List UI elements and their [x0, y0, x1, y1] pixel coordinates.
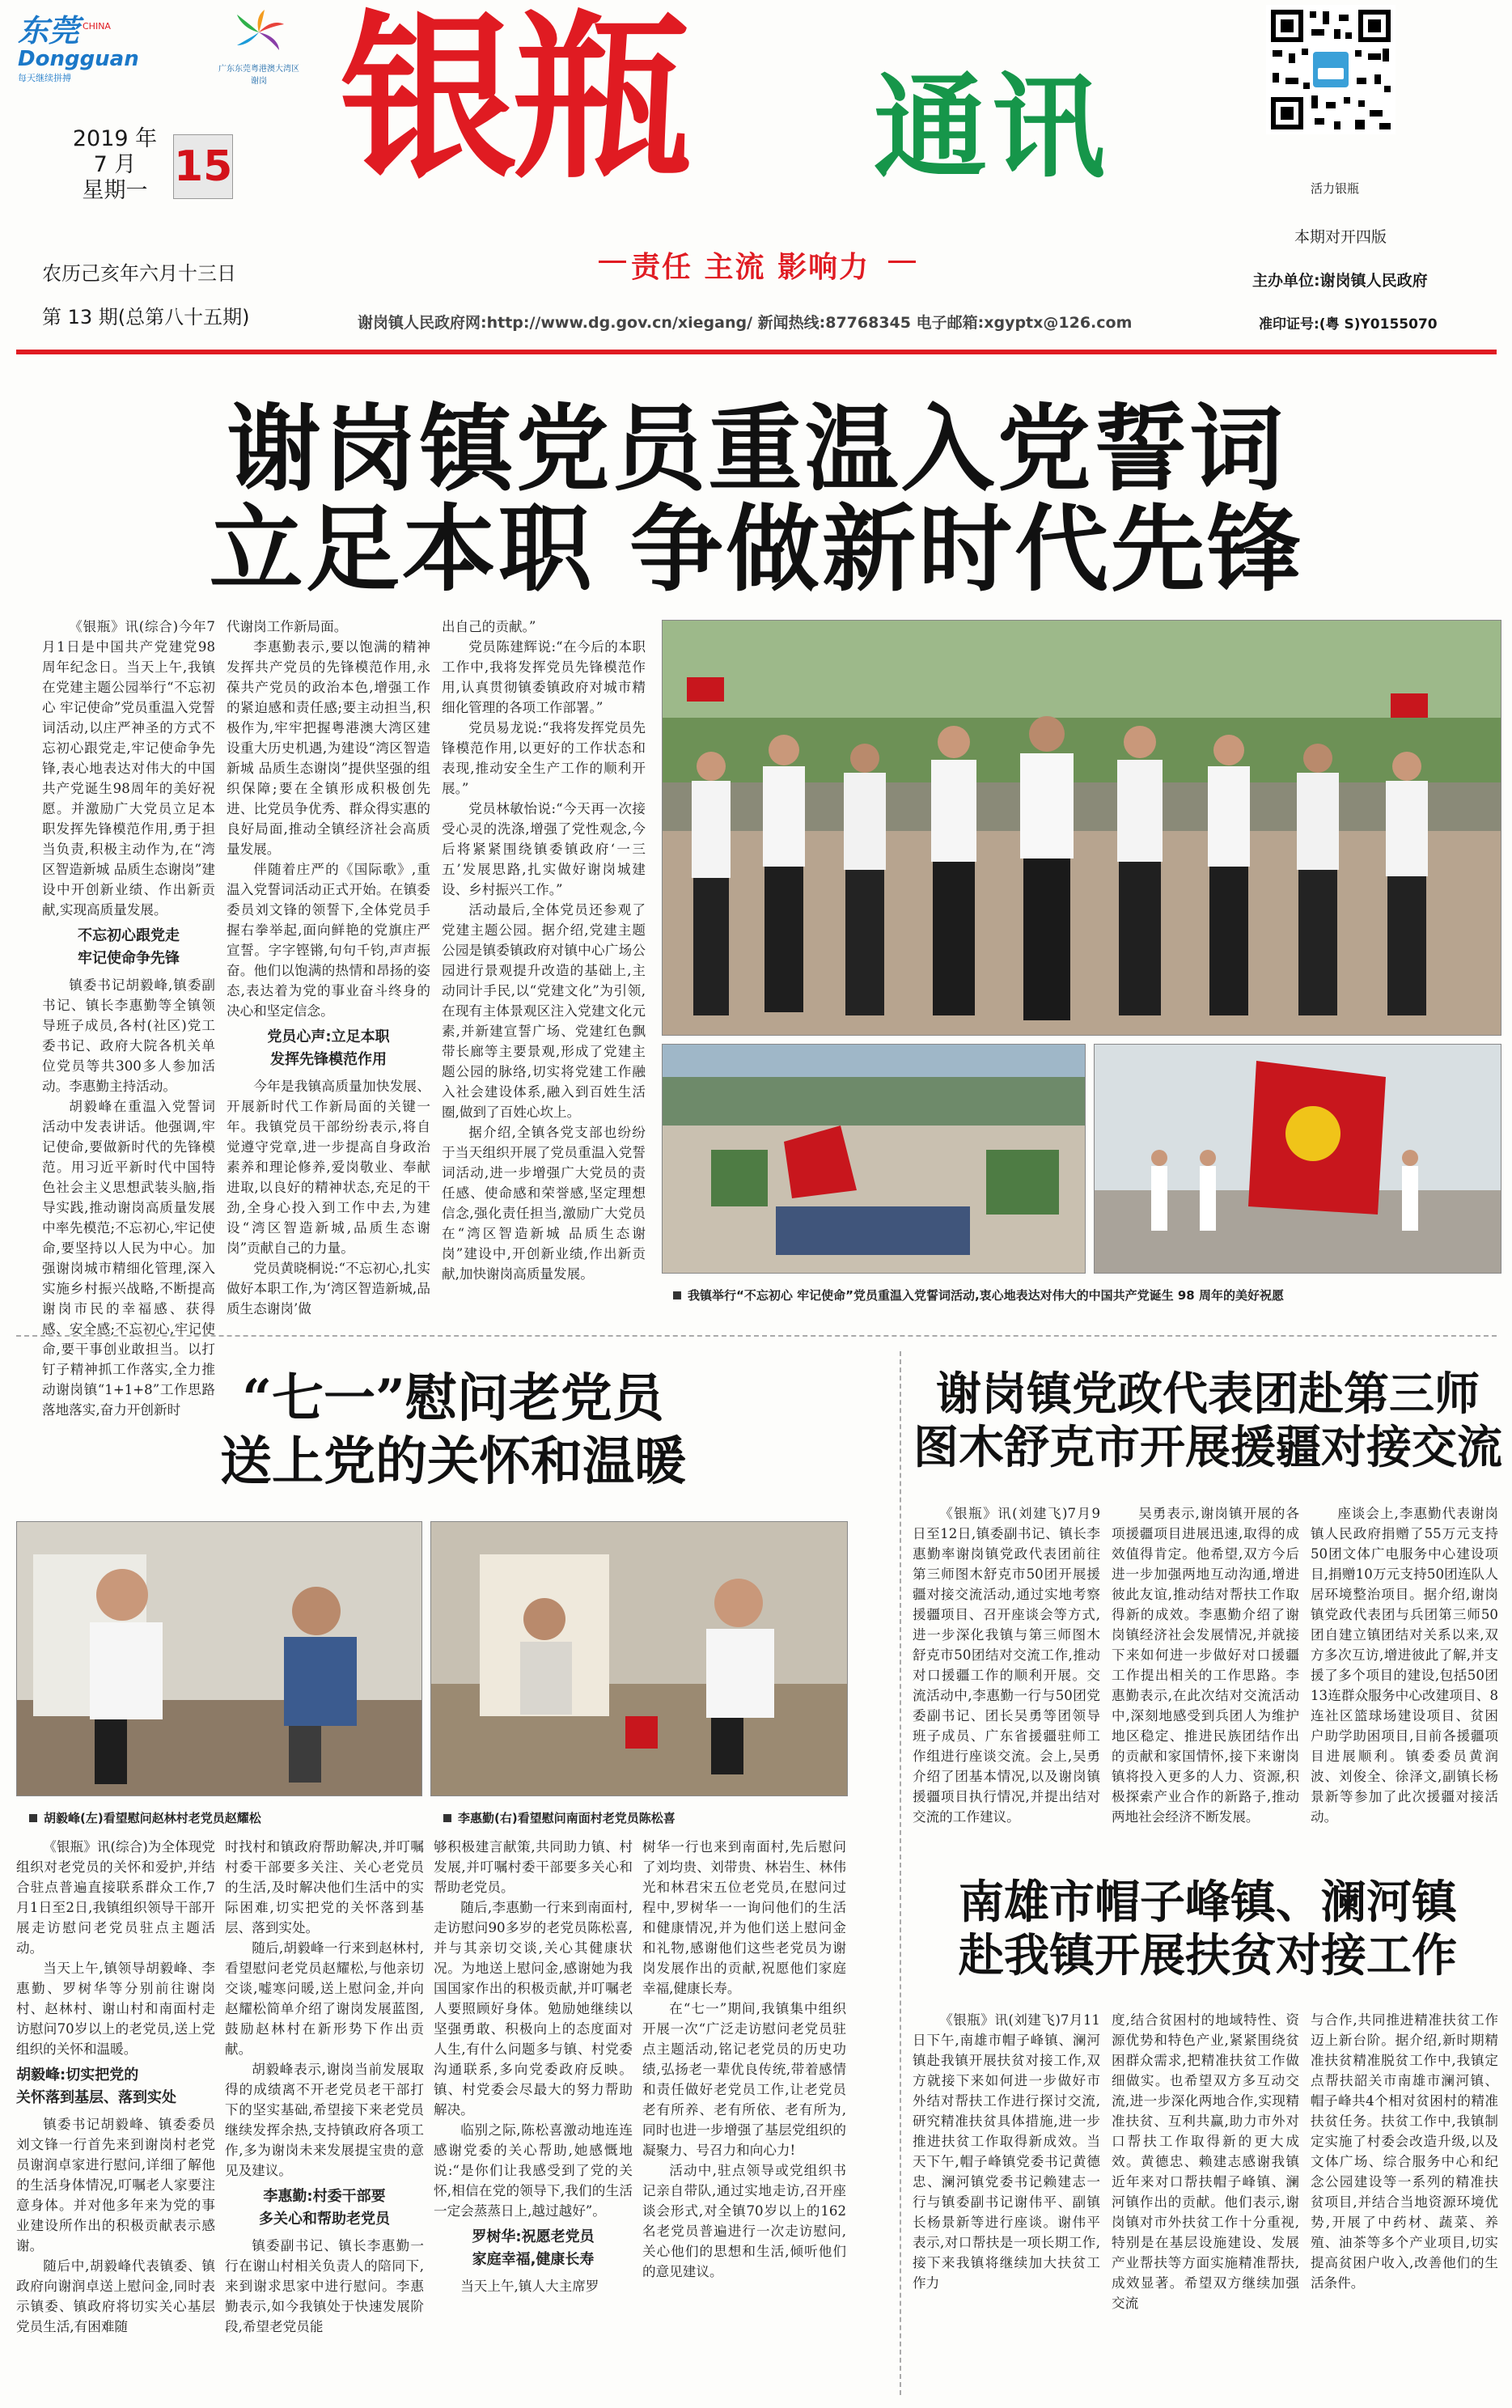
story2-c3-p2: 随后,李惠勤一行来到南面村,走访慰问90多岁的老党员陈松喜,并与其亲切交谈,关心其健康状况。为地送上慰问金,感谢她为我国国家作出的积极贡献,并叮嘱老人要照顾好身体。勉励她继续以坚强勇敢、积极向上的态度面对人生,有什么问题多与镇、村党委沟通联系,多向党委政府反映。镇、村党委会尽最大的努力帮助解决。 — [434, 1900, 633, 2118]
date-month: 7 月 — [93, 152, 137, 177]
date-year: 2019 年 — [72, 126, 158, 151]
story2-c1-p2: 当天上午,镇领导胡毅峰、李惠勤、罗树华等分别前往谢岗村、赵林村、谢山村和南面村走访慰问70岁以上的老党员,送上党组织的关怀和温暖。 — [16, 1961, 215, 2057]
lunar-date: 农历己亥年六月十三日 — [42, 262, 236, 285]
lead-c3-p1: 出自己的贡献。” — [442, 619, 536, 634]
story2-headline-line1: “七一”慰问老党员 — [242, 1368, 664, 1429]
story2-c3-subhead-line2: 家庭幸福,健康长寿 — [472, 2251, 595, 2268]
qr-label: 活力银瓶 — [1311, 181, 1360, 196]
story4-c3-text: 与合作,共同推进精准扶贫工作迈上新台阶。据介绍,新时期精准扶贫精准脱贫工作中,我镇定点帮扶韶关市南雄市澜河镇、帽子峰共4个相对贫困村的精准扶贫任务。扶贫工作中,我镇制定实施了村委会改造升级,以及文体广场、综合服务中心和纪念公园建设等一系列的精准扶贫项目,并结合当地资源环境优势,开展了中药材、蔬菜、养殖、油茶等多个产业项目,切实提高贫困户收入,改善他们的生活条件。 — [1311, 2012, 1498, 2291]
caption-marker-icon — [29, 1814, 37, 1822]
story2-c4-p2: 在“七一”期间,我镇集中组织开展一次“广泛走访慰问老党员驻点主题活动,铭记老党员的历史功绩,弘扬老一辈优良传统,带着感情和责任做好老党员工作,让老党员老有所养、老有所依、老有所为,同时也进一步增强了基层党组织的凝聚力、号召力和向心力! — [642, 2001, 846, 2158]
story2-c3-p4: 当天上午,镇人大主席罗 — [460, 2279, 599, 2294]
slogan-rule-right — [888, 261, 916, 263]
lead-c2-subhead-line1: 党员心声:立足本职 — [267, 1028, 390, 1045]
story2-c4-p1: 树华一行也来到南面村,先后慰问了刘均贵、刘带贵、林岩生、林伟光和林君宋五位老党员,在慰问过程中,罗树华一一询问他们的生活和健康情况,并为他们送上慰问金和礼物,感谢他们这些老党员为谢岗发展作出的贡献,祝愿他们家庭幸福,健康长寿。 — [642, 1839, 846, 1996]
story4-headline-line1: 南雄市帽子峰镇、澜河镇 — [959, 1876, 1457, 1929]
story2-c1-subhead — [16, 2064, 215, 2109]
lead-column-2 — [227, 617, 430, 1329]
lead-photo-caption-text: 我镇举行“不忘初心 牢记使命”党员重温入党誓词活动,衷心地表达对伟大的中国共产党诞生 98 周年的美好祝愿 — [688, 1288, 1284, 1303]
story2-c2-p1: 时找村和镇政府帮助解决,并叮嘱村委干部要多关注、关心老党员的生活,及时解决他们生活中的实际困难,切实把党的关怀落到基层、落到实处。 — [225, 1839, 424, 1935]
story2-column-2 — [225, 1837, 424, 2395]
caption-marker-icon — [673, 1291, 681, 1299]
paper-title-red: 银瓶 — [340, 0, 687, 202]
story3-column-2 — [1112, 1503, 1299, 1851]
qr-code-icon — [1266, 5, 1396, 134]
story2-c3-subhead-line1: 罗树华:祝愿老党员 — [472, 2228, 595, 2245]
lead-c2-subhead-line2: 发挥先锋模范作用 — [270, 1051, 387, 1068]
slogan-rule-left — [599, 261, 626, 263]
lead-headline-2: 立足本职 争做新时代先锋 — [209, 495, 1304, 604]
sponsor-info: 主办单位:谢岗镇人民政府 — [1252, 272, 1428, 290]
dongguan-logo-tag: CHINA — [83, 21, 111, 32]
date-weekday: 星期一 — [82, 178, 148, 203]
story3-c2-text: 吴勇表示,谢岗镇开展的各项援疆项目进展迅速,取得的成效值得肯定。他希望,双方今后进一步加强两地互动沟通,增进彼此友谊,推动结对帮扶工作取得新的成效。李惠勤介绍了谢岗镇经济社会发展情况,并就接下来如何进一步做好对口援疆工作提出相关的工作思路。李惠勤表示,在此次结对交流活动中,深刻地感受到兵团人为维护地区稳定、推进民族团结作出的贡献和家国情怀,接下来谢岗镇将投入更多的人力、资源,积极探索产业合作的新路子,推动两地社会经济不断发展。 — [1112, 1506, 1299, 1825]
lead-column-3 — [442, 617, 646, 1329]
lead-c3-p5: 活动最后,全体党员还参观了党建主题公园。据介绍,党建主题公园是镇委镇政府对镇中心广场公园进行景观提升改造的基础上,主动同计手民,以“党建文化”为引领,在现有主体景观区注入党建文化元素,并新建宣誓广场、党建红色飘带长廊等主要景观,形成了党建主题公园的脉络,切实将党建工作融入社会建设体系,融入到百姓生活圈,做到了百姓心坎上。 — [442, 902, 646, 1120]
story4-c1-text: 《银瓶》讯(刘建飞)7月11日下午,南雄市帽子峰镇、澜河镇赴我镇开展扶贫对接工作,双方就接下来如何进一步做好市外结对帮扶工作进行探讨交流,研究精准扶贫具体措施,进一步推进扶贫工作取得新成效。当天下午,帽子峰镇党委书记黄德忠、澜河镇党委书记赖建志一行与镇委副书记谢伟平、副镇长杨景新等进行座谈。谢伟平表示,对口帮扶是一项长期工作,接下来我镇将继续加大扶贫工作力 — [913, 2012, 1100, 2291]
lead-c3-p2: 党员陈建辉说:“在今后的本职工作中,我将发挥党员先锋模范作用,认真贯彻镇委镇政府对城市精细化管理的各项工作部署。” — [442, 639, 646, 715]
story2-c2-p4: 镇委副书记、镇长李惠勤一行在谢山村相关负责人的陪同下,来到谢求思家中进行慰问。李惠勤表示,如今我镇处于快速发展阶段,希望老党员能 — [225, 2238, 424, 2334]
story3-headline-line1: 谢岗镇党政代表团赴第三师 — [936, 1367, 1480, 1421]
lead-c1-subhead-line1: 不忘初心跟党走 — [78, 927, 180, 944]
lead-photo-aerial — [662, 1044, 1086, 1274]
story2-c2-subhead-line2: 多关心和帮助老党员 — [259, 2211, 390, 2228]
bay-area-line2: 谢岗 — [251, 77, 267, 86]
story4-column-1 — [913, 2010, 1100, 2395]
story2-headline-line2: 送上党的关怀和温暖 — [220, 1431, 686, 1492]
story3-c1-text: 《银瓶》讯(刘建飞)7月9日至12日,镇委副书记、镇长李惠勤率谢岗镇党政代表团前往第三师图木舒克市50团开展援疆对接交流活动,通过实地考察援疆项目、召开座谈会等方式,进一步深化我镇与第三师图木舒克市50团结对交流工作,推动对口援疆工作的顺利开展。交流活动中,李惠勤一行与50团党委副书记、团长吴勇等团领导班子成员、广东省援疆驻师工作组进行座谈交流。会上,吴勇介绍了团基本情况,以及谢岗镇援疆项目执行情况,并提出结对交流的工作建议。 — [913, 1506, 1100, 1825]
lead-c3-p6: 据介绍,全镇各党支部也纷纷于当天组织开展了党员重温入党誓词活动,进一步增强广大党员的责任感、使命感和荣誉感,坚定理想信念,强化责任担当,激励广大党员在“湾区智造新城 品质生态谢岗”建设中,开创新业绩,作出新贡献,加快谢岗高质量发展。 — [442, 1125, 646, 1282]
story2-photo-1-caption-text: 胡毅峰(左)看望慰问赵林村老党员赵耀松 — [44, 1811, 261, 1825]
slogan: 责任 主流 影响力 — [631, 251, 870, 284]
story2-column-3 — [434, 1837, 633, 2395]
story4-headline-line2: 赴我镇开展扶贫对接工作 — [959, 1929, 1457, 1982]
bay-area-logo — [198, 8, 320, 89]
story3-column-3 — [1311, 1503, 1498, 1851]
date-day: 15 — [173, 134, 233, 199]
lead-c3-p3: 党员易龙说:“我将发挥党员先锋模范作用,以更好的工作状态和表现,推动安全生产工作的顺利开展。” — [442, 720, 646, 796]
story4-c2-text: 度,结合贫困村的地域特性、资源优势和特色产业,紧紧围绕贫困群众需求,把精准扶贫工作做细做实。也希望双方多互动交流,进一步深化两地合作,实现精准扶贫、互利共赢,助力市外对口帮扶工作取得新的更大成效。黄德忠、赖建志感谢我镇近年来对口帮扶帽子峰镇、澜河镇作出的贡献。他们表示,谢岗镇对市外扶贫工作十分重视,特别是在基层设施建设、发展产业帮扶等方面实施精准帮扶,成效显著。希望双方继续加强交流 — [1112, 2012, 1299, 2311]
dongguan-logo-slogan: 每天继续拼搏 — [18, 73, 71, 83]
issue-number: 第 13 期(总第八十五期) — [42, 306, 250, 329]
story4-column-2 — [1112, 2010, 1299, 2395]
story2-c2-p3: 胡毅峰表示,谢岗当前发展取得的成绩离不开老党员老干部打下的坚实基础,希望接下来老党员继续发挥余热,支持镇政府各项工作,多为谢岗未来发展提宝贵的意见及建议。 — [225, 2062, 424, 2178]
lead-photo-monument — [1094, 1044, 1501, 1274]
dongguan-logo-cn: 东莞 — [18, 13, 80, 49]
story2-photo-1-caption — [29, 1809, 417, 1826]
story2-c1-p4: 随后中,胡毅峰代表镇委、镇政府向谢润卓送上慰问金,同时表示镇委、镇政府将切实关心基层党员生活,有困难随 — [16, 2258, 215, 2334]
story3-c3-text: 座谈会上,李惠勤代表谢岗镇人民政府捐赠了55万元支持50团文体广电服务中心建设项目,捐赠10万元支持50团连队人居环境整治项目。据介绍,谢岗镇党政代表团与兵团第三师50团自建立镇团结对关系以来,双方多次互访,增进彼此了解,并支援了多个项目的建设,包括50团13连群众服务中心改建项目、8连社区篮球场建设项目、贫困户助学助困项目,目前各援疆项目进展顺利。镇委委员黄润波、刘俊全、徐泽文,副镇长杨景新等参加了此次援疆对接活动。 — [1311, 1506, 1498, 1825]
lead-c2-p3: 伴随着庄严的《国际歌》,重温入党誓词活动正式开始。在镇委委员刘文锋的领誓下,全体党员手握右拳举起,面向鲜艳的党旗庄严宣誓。字字铿锵,句句千钧,声声振奋。他们以饱满的热情和昂扬的姿态,表达着为党的事业奋斗终身的决心和坚定信念。 — [227, 862, 430, 1019]
contact-line: 谢岗镇人民政府网:http://www.dg.gov.cn/xiegang/ 新闻热线:87768345 电子邮箱:xgyptx@126.com — [358, 314, 1133, 332]
story3-headline-line2: 图木舒克市开展援疆对接交流 — [913, 1421, 1502, 1474]
paper-title-green: 通讯 — [874, 62, 1111, 194]
pages-info: 本期对开四版 — [1294, 228, 1387, 246]
story2-c1-p3: 镇委书记胡毅峰、镇委委员刘文锋一行首先来到谢岗村老党员谢润卓家进行慰问,详细了解他的生活身体情况,叮嘱老人家要注意身体。并对他多年来为党的事业建设所作出的积极贡献表示感谢。 — [16, 2117, 215, 2253]
lead-c2-subhead — [227, 1026, 430, 1071]
caption-marker-icon — [443, 1814, 451, 1822]
story2-c3-p3: 临别之际,陈松喜激动地连连感谢党委的关心帮助,她感慨地说:“是你们让我感受到了党的关怀,相信在党的领导下,我们的生活一定会蒸蒸日上,越过越好”。 — [434, 2122, 633, 2219]
lead-c2-p2: 李惠勤表示,要以饱满的精神发挥共产党员的先锋模范作用,永葆共产党员的政治本色,增强工作的紧迫感和责任感;要主动担当,积极作为,牢牢把握粤港澳大湾区建设重大历史机遇,为建设“湾区智造新城 品质生态谢岗”提供坚强的组织保障;要在全镇形成积极创先进、比党员争优秀、群众得实惠的良好局面,推动全镇经济社会高质量发展。 — [227, 639, 430, 857]
bay-area-emblem-icon — [231, 8, 287, 58]
lead-c1-subhead-line2: 牢记使命争先锋 — [78, 950, 180, 967]
story2-column-1 — [16, 1837, 215, 2395]
section-divider-vertical — [900, 1351, 901, 2395]
story2-c1-subhead-line2: 关怀落到基层、落到实处 — [16, 2089, 176, 2106]
lead-c1-p2: 镇委书记胡毅峰,镇委副书记、镇长李惠勤等全镇领导班子成员,各村(社区)党工委书记、政府大院各机关单位党员等共300多人参加活动。李惠勤主持活动。 — [42, 977, 215, 1094]
story2-photo-2-caption-text: 李惠勤(右)看望慰问南面村老党员陈松喜 — [458, 1811, 676, 1825]
story2-photo-2 — [430, 1521, 848, 1796]
date-block — [58, 126, 172, 204]
story2-headline — [16, 1367, 890, 1494]
lead-column-1 — [42, 617, 215, 1418]
story2-photo-1 — [16, 1521, 422, 1796]
story2-photo-2-caption — [443, 1809, 848, 1826]
dongguan-logo-en: Dongguan — [18, 47, 139, 71]
story2-c2-p2: 随后,胡毅峰一行来到赵林村,看望慰问老党员赵耀松,与他亲切交谈,嘘寒问暖,送上慰问金,并向赵耀松简单介绍了谢岗发展蓝图,鼓励赵林村在新形势下作出贡献。 — [225, 1940, 424, 2057]
lead-c3-p4: 党员林敏怡说:“今天再一次接受心灵的洗涤,增强了党性观念,今后将紧紧围绕镇委镇政府‘一三五’发展思路,扎实做好谢岗城建设、乡村振兴工作。” — [442, 801, 646, 897]
story2-c4-p3: 活动中,驻点领导或党组织书记亲自带队,通过实地走访,召开座谈会形式,对全镇70岁以上的162名老党员普遍进行一次走访慰问,关心他们的思想和生活,倾听他们的意见建议。 — [642, 2163, 846, 2279]
story2-c1-p1: 《银瓶》讯(综合)为全体现党组织对老党员的关怀和爱护,并结合驻点普遍直接联系群众工作,7月1日至2日,我镇组织领导干部开展走访慰问老党员驻点主题活动。 — [16, 1839, 215, 1956]
story2-c3-p1: 够积极建言献策,共同助力镇、村发展,并叮嘱村委干部要多关心和帮助老党员。 — [434, 1839, 633, 1895]
lead-c1-p1: 《银瓶》讯(综合)今年7月1日是中国共产党建党98周年纪念日。当天上午,我镇在党建主题公园举行“不忘初心 牢记使命”党员重温入党誓词活动,以庄严神圣的方式不忘初心跟党走,牢记使命争先锋,表心地表达对伟大的中国共产党诞生98周年的美好祝愿。并激励广大党员立足本职发挥先锋模范作用,勇于担当负责,积极主动作为,在“湾区智造新城 品质生态谢岗”建设中开创新业绩、作出新贡献,实现高质量发展。 — [42, 619, 215, 918]
story3-column-1 — [913, 1503, 1100, 1851]
bay-area-line1: 广东东莞粤港澳大湾区 — [218, 65, 299, 74]
story2-c2-subhead-line1: 李惠勤:村委干部要 — [263, 2188, 386, 2205]
story4-headline — [913, 1876, 1503, 1982]
story4-column-3 — [1311, 2010, 1498, 2395]
permit-info: 准印证号:(粤 S)Y0155070 — [1259, 316, 1438, 333]
lead-c2-p1: 代谢岗工作新局面。 — [227, 619, 348, 634]
lead-headline-1: 谢岗镇党员重温入党誓词 — [227, 395, 1286, 504]
section-divider-1 — [16, 1335, 1497, 1337]
lead-c2-p4: 今年是我镇高质量加快发展、开展新时代工作新局面的关键一年。我镇党员干部纷纷表示,将自觉遵守党章,进一步提高自身政治素养和理论修养,爱岗敬业、奉献进取,以良好的精神状态,充足的干劲,全身心投入到工作中去,为建设“湾区智造新城,品质生态谢岗”贡献自己的力量。 — [227, 1079, 430, 1256]
paper-title — [340, 0, 1222, 202]
story2-c3-subhead — [434, 2226, 633, 2271]
lead-c1-p3: 胡毅峰在重温入党誓词活动中发表讲话。他强调,牢记使命,要做新时代的先锋模范。用习近平新时代中国特色社会主义思想武装头脑,指导实践,推动谢岗高质量发展中率先模范;不忘初心,牢记使命,要坚持以人民为中心。加强谢岗城市精细化管理,深入实施乡村振兴战略,不断提高谢岗市民的幸福感、获得感、安全感;不忘初心,牢记使命,要干事创业敢担当。以打钉子精神抓工作落实,全力推动谢岗镇“1+1+8”工作思路落地落实,奋力开创新时 — [42, 1099, 215, 1418]
lead-c1-subhead — [42, 925, 215, 970]
story2-c2-subhead — [225, 2185, 424, 2231]
lead-photo-caption — [673, 1287, 1498, 1304]
lead-c2-p5: 党员黄晓桐说:“不忘初心,扎实做好本职工作,为‘湾区智造新城,品质生态谢岗’做 — [227, 1261, 430, 1316]
story3-headline — [913, 1367, 1503, 1474]
story2-c1-subhead-line1: 胡毅峰:切实把党的 — [16, 2067, 139, 2084]
lead-photo-main — [662, 620, 1501, 1036]
dongguan-logo — [18, 13, 139, 87]
story2-column-4 — [642, 1837, 846, 2395]
masthead-rule — [16, 350, 1497, 354]
